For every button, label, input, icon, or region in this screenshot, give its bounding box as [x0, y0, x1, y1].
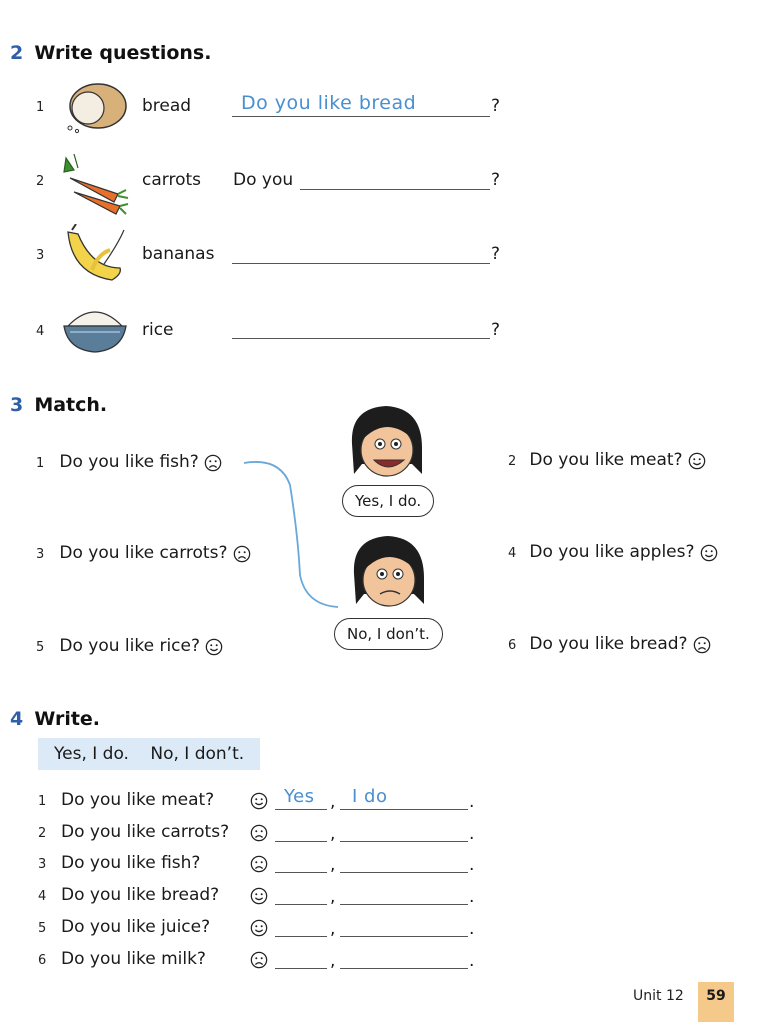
question-text: Do you like carrots? — [61, 822, 230, 842]
item-number: 1 — [36, 456, 45, 471]
food-label: bread — [142, 96, 192, 116]
period: . — [469, 855, 475, 875]
answer-line[interactable] — [232, 263, 490, 264]
girl-unhappy-icon — [344, 534, 434, 620]
item-number: 3 — [36, 547, 45, 562]
question-text: Do you like meat? — [61, 790, 215, 810]
answer-blank-1[interactable] — [275, 936, 327, 937]
answer-key-box — [38, 738, 260, 770]
answer-blank-2[interactable] — [340, 936, 468, 937]
match-question[interactable] — [508, 634, 711, 654]
sad-face-icon — [250, 855, 268, 873]
item-number: 3 — [38, 857, 47, 872]
item-number: 5 — [38, 921, 47, 936]
answer-blank-2[interactable] — [340, 841, 468, 842]
food-label: carrots — [142, 170, 201, 190]
comma: , — [330, 855, 336, 875]
section-title: Match. — [34, 394, 108, 416]
answer-blank-2[interactable] — [340, 904, 468, 905]
answer-line[interactable] — [232, 116, 490, 117]
unit-label: Unit 12 — [633, 988, 684, 1004]
match-question[interactable] — [508, 450, 706, 470]
question-text: Do you like rice? — [59, 636, 200, 656]
answer-blank-2[interactable] — [340, 872, 468, 873]
match-question[interactable] — [508, 542, 718, 562]
happy-face-icon — [688, 452, 706, 470]
speech-bubble-no: No, I don’t. — [334, 618, 443, 650]
happy-face-icon — [250, 919, 268, 937]
sad-face-icon — [250, 824, 268, 842]
key-no: No, I don’t. — [150, 744, 245, 764]
comma: , — [330, 951, 336, 971]
section-number: 3 — [10, 394, 24, 416]
question-mark: ? — [491, 96, 501, 116]
answer-line[interactable] — [232, 338, 490, 339]
item-number: 3 — [36, 248, 45, 263]
question-text: Do you like apples? — [529, 542, 695, 562]
happy-face-icon — [250, 887, 268, 905]
sad-face-icon — [250, 951, 268, 969]
comma: , — [330, 792, 336, 812]
answer-word-2: I do — [352, 786, 388, 807]
match-question[interactable] — [36, 543, 251, 563]
match-connector-line — [240, 455, 350, 615]
happy-face-icon — [250, 792, 268, 810]
answer-blank-1[interactable] — [275, 904, 327, 905]
key-yes: Yes, I do. — [54, 744, 129, 764]
item-number: 4 — [508, 546, 517, 561]
sad-face-icon — [693, 636, 711, 654]
food-label: bananas — [142, 244, 215, 264]
carrots-icon — [60, 148, 130, 218]
question-text: Do you like bread? — [529, 634, 688, 654]
section-title: Write questions. — [34, 42, 212, 64]
question-text: Do you like juice? — [61, 917, 211, 937]
question-text: Do you like fish? — [61, 853, 201, 873]
happy-face-icon — [700, 544, 718, 562]
answer-text: Do you like bread — [241, 92, 417, 114]
period: . — [469, 919, 475, 939]
happy-face-icon — [205, 638, 223, 656]
period: . — [469, 792, 475, 812]
section-number: 4 — [10, 708, 24, 730]
item-number: 2 — [508, 454, 517, 469]
question-text: Do you like fish? — [59, 452, 199, 472]
answer-blank-1[interactable] — [275, 809, 327, 810]
comma: , — [330, 824, 336, 844]
rice-bowl-icon — [60, 298, 130, 358]
item-number: 2 — [38, 826, 47, 841]
section-4-heading — [10, 708, 100, 730]
answer-blank-1[interactable] — [275, 872, 327, 873]
answer-line[interactable] — [300, 189, 490, 190]
match-question[interactable] — [36, 452, 222, 472]
section-3-heading — [10, 394, 107, 416]
section-2-heading — [10, 42, 211, 64]
banana-icon — [62, 224, 130, 286]
item-number: 6 — [508, 638, 517, 653]
item-number: 6 — [38, 953, 47, 968]
period: . — [469, 824, 475, 844]
section-number: 2 — [10, 42, 24, 64]
question-mark: ? — [491, 170, 501, 190]
bread-icon — [62, 80, 130, 136]
period: . — [469, 887, 475, 907]
answer-blank-1[interactable] — [275, 841, 327, 842]
item-number: 4 — [36, 324, 45, 339]
girl-happy-icon — [342, 404, 432, 490]
speech-bubble-yes: Yes, I do. — [342, 485, 434, 517]
item-number: 4 — [38, 889, 47, 904]
question-text: Do you like carrots? — [59, 543, 228, 563]
item-number: 1 — [38, 794, 47, 809]
period: . — [469, 951, 475, 971]
answer-blank-2[interactable] — [340, 809, 468, 810]
item-number: 2 — [36, 174, 45, 189]
comma: , — [330, 887, 336, 907]
question-prefix: Do you — [233, 170, 294, 190]
question-mark: ? — [491, 320, 501, 340]
question-text: Do you like bread? — [61, 885, 220, 905]
match-question[interactable] — [36, 636, 223, 656]
answer-blank-1[interactable] — [275, 968, 327, 969]
answer-blank-2[interactable] — [340, 968, 468, 969]
question-mark: ? — [491, 244, 501, 264]
item-number: 1 — [36, 100, 45, 115]
section-title: Write. — [34, 708, 101, 730]
answer-word-1: Yes — [284, 786, 315, 807]
food-label: rice — [142, 320, 174, 340]
comma: , — [330, 919, 336, 939]
question-text: Do you like meat? — [529, 450, 683, 470]
question-text: Do you like milk? — [61, 949, 206, 969]
item-number: 5 — [36, 640, 45, 655]
sad-face-icon — [204, 454, 222, 472]
page-number: 59 — [698, 982, 734, 1022]
